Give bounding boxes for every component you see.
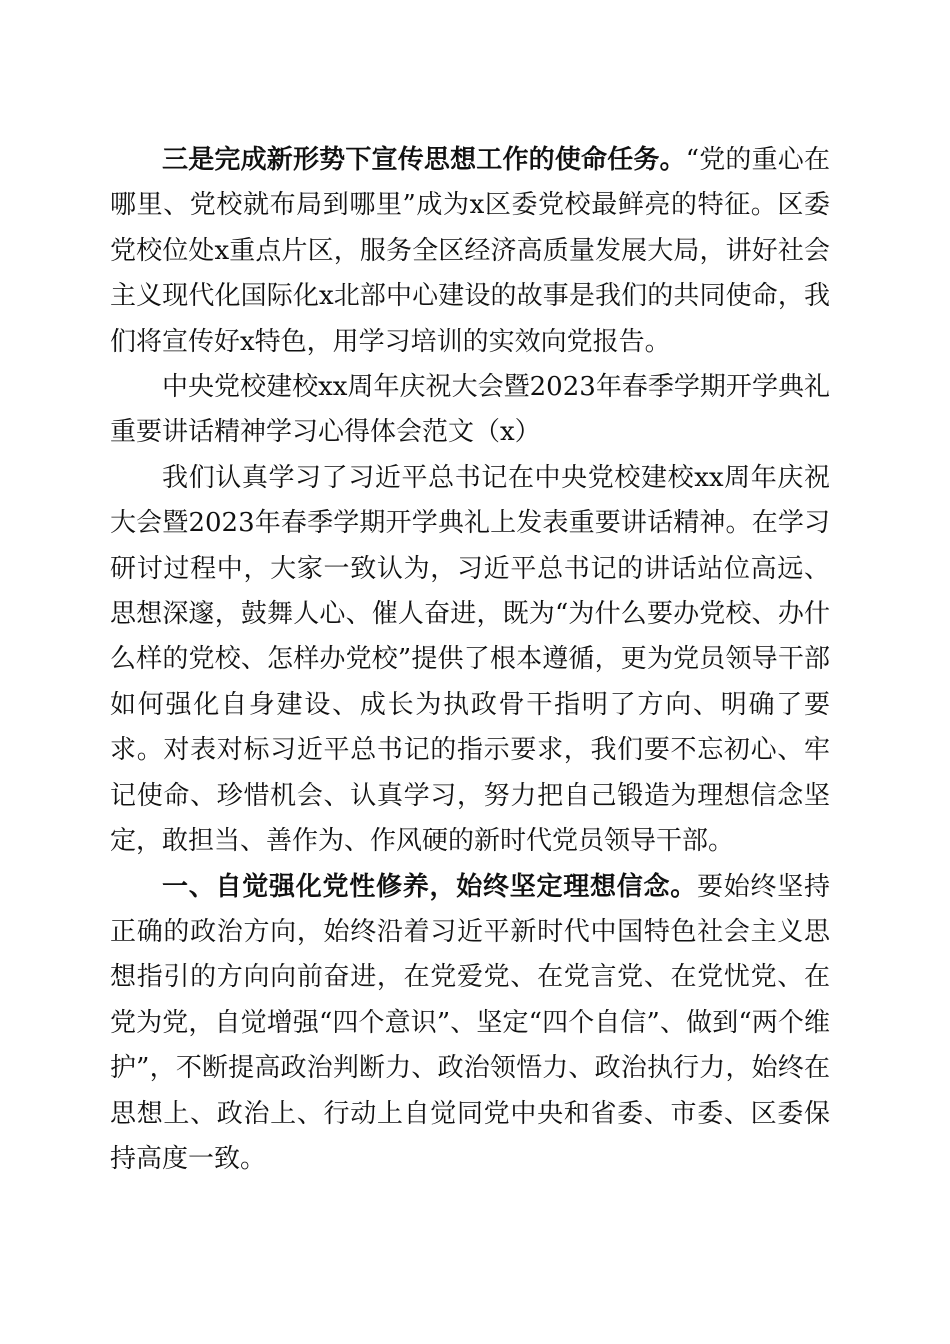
article-title bbox=[110, 365, 830, 456]
document-body bbox=[110, 138, 830, 1182]
paragraph-lead: 三是完成新形势下宣传思想工作的使命任务。 bbox=[162, 145, 686, 175]
paragraph-text: 我们认真学习了习近平总书记在中央党校建校xx周年庆祝大会暨2023年春季学期开学典礼上发表重要讲话精神。在学习研讨过程中，大家一致认为，习近平总书记的讲话站位高远、思想深邃，鼓舞人心、催人奋进，既为“为什么要办党校、办什么样的党校、怎样办党校”提供了根本遵循，更为党员领导干部如何强化自身建设、成长为执政骨干指明了方向、明确了要求。对表对标习近平总书记的指示要求，我们要不忘初心、牢记使命、珍惜机会、认真学习，努力把自己锻造为理想信念坚定，敢担当、善作为、作风硬的新时代党员领导干部。 bbox=[110, 462, 830, 857]
paragraph-text: 要始终坚持正确的政治方向，始终沿着习近平新时代中国特色社会主义思想指引的方向向前奋进，在党爱党、在党言党、在党忧党、在党为党，自觉增强“四个意识”、坚定“四个自信”、做到“两个维护”，不断提高政治判断力、政治领悟力、政治执行力，始终在思想上、政治上、行动上自觉同党中央和省委、市委、区委保持高度一致。 bbox=[110, 871, 830, 1174]
section-heading: 一、自觉强化党性修养，始终坚定理想信念。 bbox=[162, 871, 697, 902]
paragraph-section-one bbox=[110, 865, 830, 1183]
paragraph-text: “党的重心在哪里、党校就布局到哪里”成为x区委党校最鲜亮的特征。区委党校位处x重点片区，服务全区经济高质量发展大局，讲好社会主义现代化国际化x北部中心建设的故事是我们的共同使命，我们将宣传好x特色，用学习培训的实效向党报告。 bbox=[110, 145, 830, 357]
paragraph-publicity-mission bbox=[110, 138, 830, 365]
article-title-text: 中央党校建校xx周年庆祝大会暨2023年春季学期开学典礼重要讲话精神学习心得体会范文（x） bbox=[110, 372, 830, 448]
paragraph-intro bbox=[110, 456, 830, 865]
